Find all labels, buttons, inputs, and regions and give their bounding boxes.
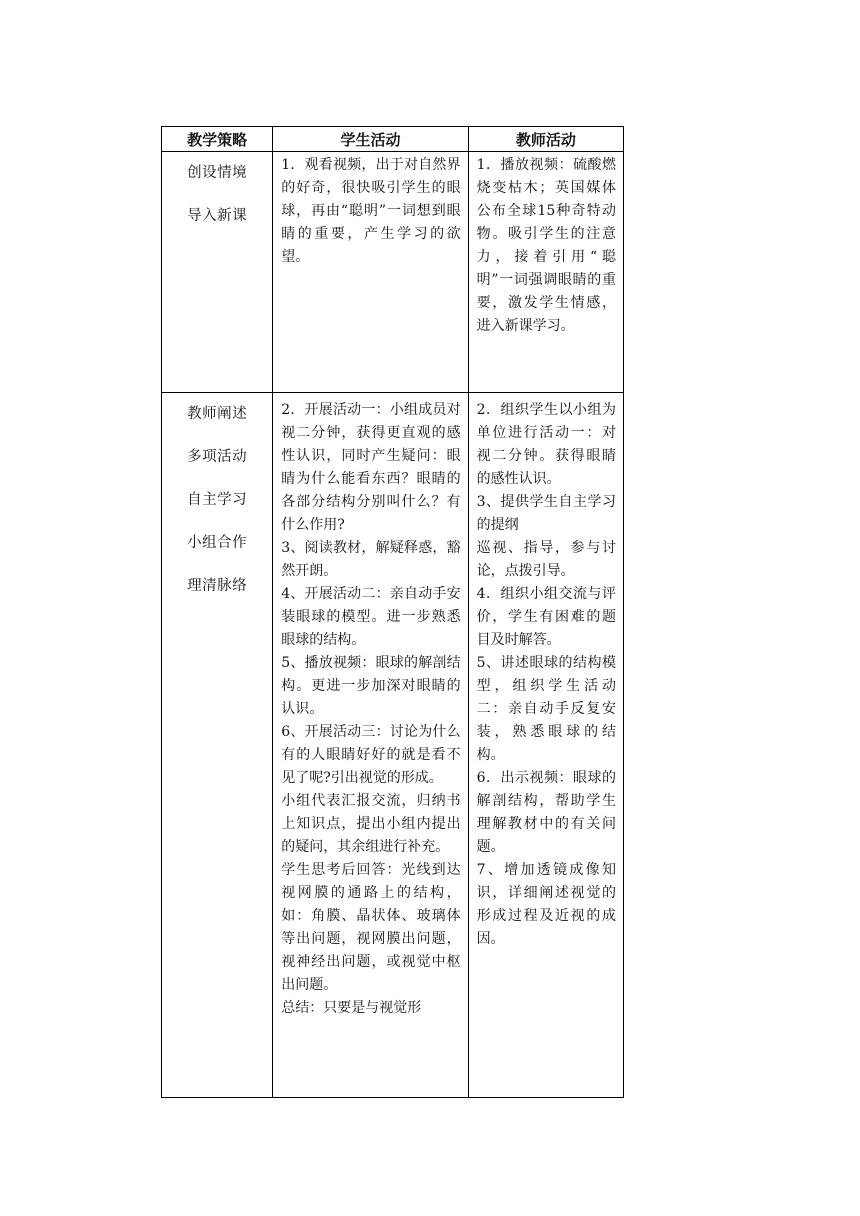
header-teacher-activity: 教师活动 (468, 127, 623, 152)
student-activity-text: 总结：只要是与视觉形 (281, 1000, 422, 1016)
student-activity-text: 小组代表汇报交流，归纳书上知识点，提出小组内提出的疑问，其余组进行补充。 (281, 793, 461, 855)
strategy-line: 导入新课 (187, 208, 248, 224)
student-activity-text: 5、播放视频：眼球的解剖结构。更进一步加深对眼睛的认识。 (281, 655, 461, 717)
header-strategy: 教学策略 (162, 127, 273, 152)
teacher-activity-cell (468, 393, 623, 1098)
lesson-plan-table (161, 126, 624, 1098)
teacher-activity-cell (468, 152, 623, 393)
table-header-row (162, 127, 624, 152)
header-student-activity: 学生活动 (273, 127, 468, 152)
table-row (162, 152, 624, 393)
strategy-line: 创设情境 (187, 165, 248, 181)
teacher-activity-text: 2．组织学生以小组为单位进行活动一：对视二分钟。获得眼睛的感性认识。 (476, 402, 616, 487)
student-activity-text: 1．观看视频，出于对自然界的好奇，很快吸引学生的眼球，再由“聪明”一词想到眼睛的重要，产生学习的欲望。 (281, 157, 461, 265)
teacher-activity-text: 巡视、指导，参与讨论，点拨引导。 (476, 540, 616, 579)
teacher-activity-text: 5、讲述眼球的结构模型，组织学生活动二：亲自动手反复安装，熟悉眼球的结构。 (476, 655, 616, 763)
strategy-cell (162, 393, 273, 1098)
teacher-activity-text: 3、提供学生自主学习的提纲 (476, 494, 616, 533)
student-activity-text: 3、阅读教材，解疑释惑，豁然开朗。 (281, 540, 461, 579)
strategy-line: 理清脉络 (187, 578, 248, 594)
student-activity-text: 4、开展活动二：亲自动手安装眼球的模型。进一步熟悉眼球的结构。 (281, 586, 461, 648)
strategy-line: 教师阐述 (187, 406, 248, 422)
student-activity-cell (273, 393, 468, 1098)
student-activity-text: 6、开展活动三：讨论为什么有的人眼睛好好的就是看不见了呢?引出视觉的形成。 (281, 724, 461, 786)
strategy-cell (162, 152, 273, 393)
teacher-activity-text: 4．组织小组交流与评价，学生有困难的题目及时解答。 (476, 586, 616, 648)
student-activity-text: 学生思考后回答：光线到达视网膜的通路上的结构，如：角膜、晶状体、玻璃体等出问题，视网膜出问题，视神经出问题，或视觉中枢出问题。 (281, 862, 461, 993)
student-activity-text: 2．开展活动一：小组成员对视二分钟，获得更直观的感性认识，同时产生疑问：眼睛为什么能看东西？眼睛的各部分结构分别叫什么？有什么作用? (281, 402, 461, 533)
student-activity-cell (273, 152, 468, 393)
strategy-line: 多项活动 (187, 449, 248, 465)
teacher-activity-text: 7、增加透镜成像知识，详细阐述视觉的形成过程及近视的成因。 (476, 862, 616, 947)
table-row (162, 393, 624, 1098)
strategy-line: 小组合作 (187, 535, 248, 551)
teacher-activity-text: 6．出示视频：眼球的解剖结构，帮助学生理解教材中的有关问题。 (476, 770, 616, 855)
strategy-line: 自主学习 (187, 492, 248, 508)
teacher-activity-text: 1．播放视频：硫酸燃烧变枯木；英国媒体公布全球15种奇特动物。吸引学生的注意力，接着引用“聪明”一词强调眼睛的重要，激发学生情感，进入新课学习。 (476, 157, 616, 334)
